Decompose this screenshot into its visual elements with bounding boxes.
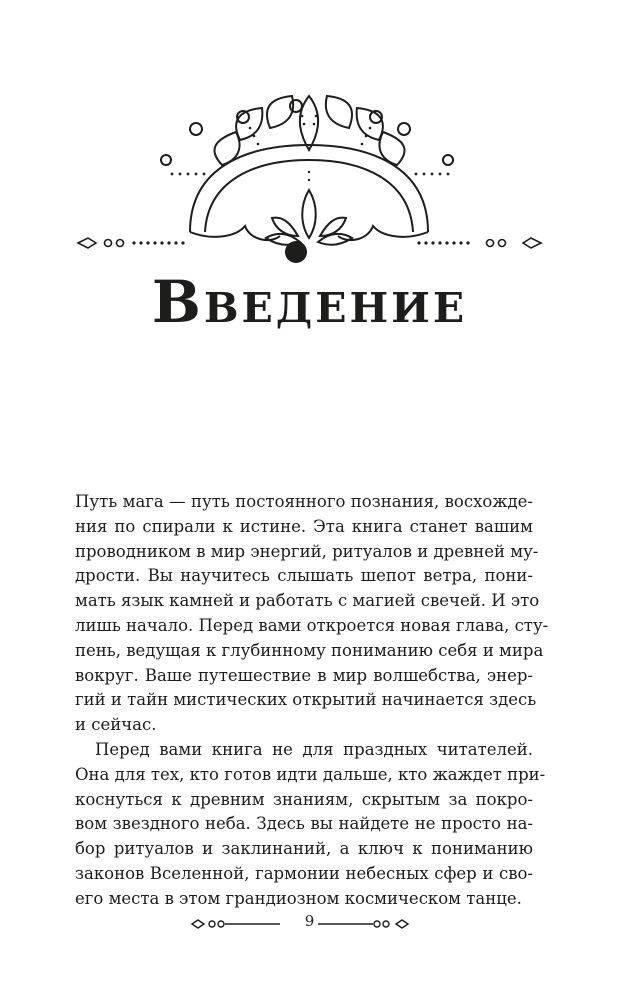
text-line: его места в этом грандиозном космическом танце.	[75, 888, 522, 908]
text-line: Путь мага — путь постоянного познания, восхожде-	[75, 492, 533, 511]
text-line: законов Вселенной, гармонии небесных сфер и сво-	[75, 863, 533, 883]
header-ornament	[0, 0, 619, 270]
leaf-icon	[214, 132, 239, 165]
leaf-icon	[326, 96, 352, 128]
text-line: лишь начало. Перед вами откроется новая глава, сту-	[75, 615, 549, 635]
text-line: и сейчас.	[75, 715, 157, 735]
text-line: вокруг. Ваше путешествие в мир волшебства, энер-	[75, 665, 533, 685]
text-line: проводником в мир энергий, ритуалов и древней му-	[75, 541, 539, 561]
text-line: Она для тех, кто готов идти дальше, кто жаждет при-	[75, 764, 546, 784]
text-line: бор ритуалов и заклинаний, а ключ к пониманию	[75, 839, 533, 859]
text-line: пень, ведущая к глубинному пониманию себя и мира	[75, 640, 544, 660]
paragraph-2	[75, 738, 546, 912]
paragraph-1	[75, 490, 549, 738]
text-line: дрости. Вы научитесь слышать шепот ветра, пони-	[75, 566, 533, 586]
leaf-icon	[267, 96, 293, 128]
body-text	[75, 490, 549, 912]
text-line: ния по спирали к истине. Эта книга станет вашим	[75, 516, 533, 536]
text-line: коснуться к древним знаниям, скрытым за покро-	[75, 789, 533, 809]
text-line: Перед вами книга не для праздных читателей.	[95, 739, 533, 759]
text-line: мать язык камней и работать с магией свечей. И это	[75, 591, 540, 611]
text-line: вом звездного неба. Здесь вы найдете не просто на-	[75, 814, 533, 834]
text-line: гий и тайн мистических открытий начинается здесь	[75, 690, 537, 710]
chapter-title: Введение	[151, 268, 468, 336]
page-footer	[0, 910, 619, 940]
page-number: 9	[304, 912, 315, 930]
